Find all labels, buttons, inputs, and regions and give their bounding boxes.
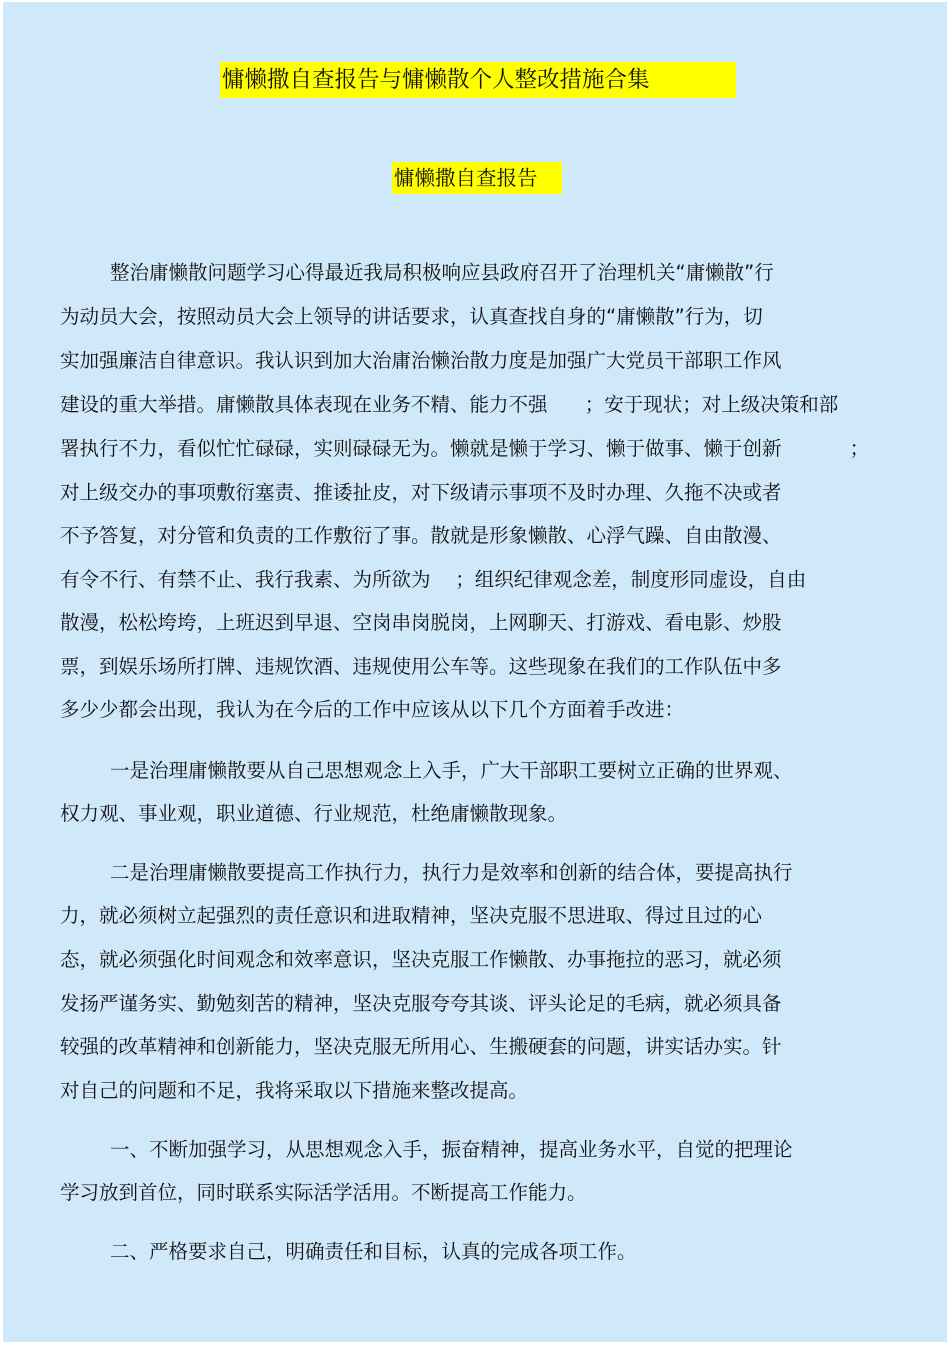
paragraph-line: 二是治理庸懒散要提高工作执行力，执行力是效率和创新的结合体，要提高执行 [110, 861, 793, 884]
paragraph-line: 票，到娱乐场所打牌、违规饮酒、违规使用公车等。这些现象在我们的工作队伍中多 [60, 655, 782, 678]
paragraph-line: 态，就必须强化时间观念和效率意识，坚决克服工作懒散、办事拖拉的恶习，就必须 [60, 948, 782, 971]
paragraph-line: 力，就必须树立起强烈的责任意识和进取精神，坚决克服不思进取、得过且过的心 [60, 904, 763, 927]
paragraph-line: 发扬严谨务实、勤勉刻苦的精神，坚决克服夸夸其谈、评头论足的毛病，就必须具备 [60, 992, 782, 1015]
paragraph-line: 学习放到首位，同时联系实际活学活用。不断提高工作能力。 [60, 1181, 587, 1204]
document-page [3, 2, 947, 1342]
paragraph-line: 有令不行、有禁不止、我行我素、为所欲为 ；组织纪律观念差，制度形同虚设，自由 [60, 568, 807, 591]
paragraph-line: 对自己的问题和不足，我将采取以下措施来整改提高。 [60, 1079, 529, 1102]
paragraph-line: 多少少都会出现，我认为在今后的工作中应该从以下几个方面着手改进： [60, 698, 685, 721]
paragraph-line: 一、不断加强学习，从思想观念入手，振奋精神，提高业务水平，自觉的把理论 [110, 1138, 793, 1161]
document-title: 慵懒撒自查报告与慵懒散个人整改措施合集 [220, 62, 736, 98]
document-subtitle: 慵懒撒自查报告 [392, 162, 562, 194]
paragraph-line: 二、严格要求自己，明确责任和目标，认真的完成各项工作。 [110, 1240, 637, 1263]
paragraph-line: 散漫，松松垮垮，上班迟到早退、空岗串岗脱岗，上网聊天、打游戏、看电影、炒股 [60, 611, 782, 634]
paragraph-line: 实加强廉洁自律意识。我认识到加大治庸治懒治散力度是加强广大党员干部职工作风 [60, 349, 782, 372]
paragraph-line: 建设的重大举措。庸懒散具体表现在业务不精、能力不强 ；安于现状；对上级决策和部 [60, 393, 839, 416]
paragraph-line: 署执行不力，看似忙忙碌碌，实则碌碌无为。懒就是懒于学习、懒于做事、懒于创新 ； [60, 437, 870, 460]
paragraph-line: 权力观、事业观，职业道德、行业规范，杜绝庸懒散现象。 [60, 802, 568, 825]
paragraph-line: 为动员大会，按照动员大会上领导的讲话要求，认真查找自身的“庸懒散”行为，切 [60, 305, 763, 328]
paragraph-line: 对上级交办的事项敷衍塞责、推诿扯皮，对下级请示事项不及时办理、久拖不决或者 [60, 481, 782, 504]
paragraph-line: 整治庸懒散问题学习心得最近我局积极响应县政府召开了治理机关“庸懒散”行 [110, 261, 774, 284]
paragraph-line: 不予答复，对分管和负责的工作敷衍了事。散就是形象懒散、心浮气躁、自由散漫、 [60, 524, 782, 547]
paragraph-line: 较强的改革精神和创新能力，坚决克服无所用心、生搬硬套的问题，讲实话办实。针 [60, 1035, 782, 1058]
paragraph-line: 一是治理庸懒散要从自己思想观念上入手，广大干部职工要树立正确的世界观、 [110, 759, 793, 782]
